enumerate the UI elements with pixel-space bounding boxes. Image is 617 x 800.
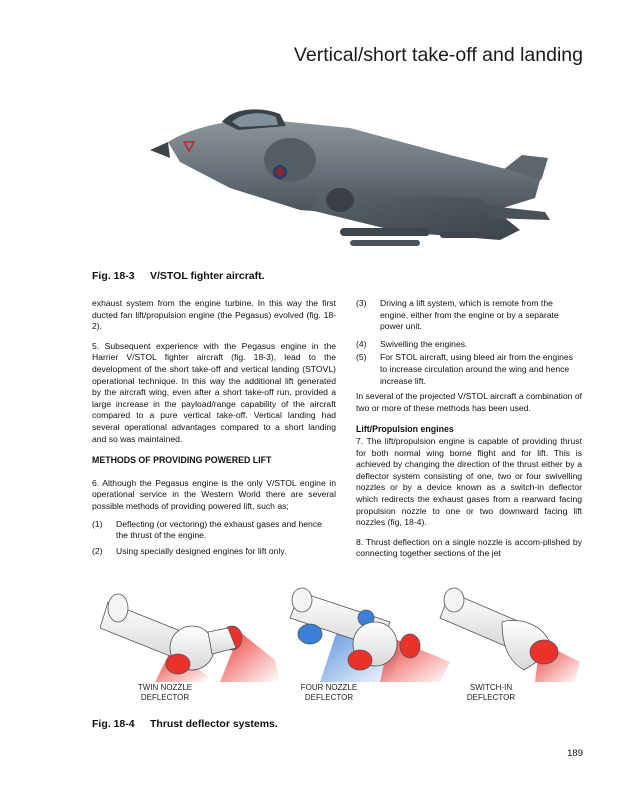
left-text-column (92, 298, 336, 558)
label-four-nozzle: FOUR NOZZLE DEFLECTOR (300, 683, 358, 702)
right-text-column (356, 298, 582, 568)
figure-number: Fig. 18-3 (92, 270, 135, 282)
section-heading: METHODS OF PROVIDING POWERED LIFT (92, 455, 272, 466)
harrier-aircraft-illustration (150, 100, 560, 260)
list-item: (3) Driving a lift system, which is remote from the engine, either from the engine or by a separate power unit. (356, 298, 559, 332)
paragraph-7: 7. The lift/propulsion engine is capable of providing thrust for both normal wing borne flight and for lift. This is achieved by changing the direction of the thrust either by a deflector system consisting of one, two or four swivelling nozzles or by a device known as a switch-in deflector which redirects the exhaust gases from a rearward facing propulsion nozzle to one or two downward facing lift nozzles (fig, 18-4). (356, 435, 582, 528)
list-item: (1) Deflecting (or vectoring) the exhaust gases and hence the thrust of the engine. (92, 518, 322, 541)
twin-nozzle-deflector-drawing (100, 594, 280, 682)
list-item: (4) Swivelling the engines. (356, 338, 468, 349)
label-switch-in: SWITCH-IN DEFLECTOR (466, 683, 516, 702)
paragraph-6: 6. Although the Pegasus engine is the only V/STOL engine in operational service in the Western World there are several possible methods of providing powered lift, such as; (92, 477, 336, 511)
paragraph-8: 8. Thrust deflection on a single nozzle is accom-plished by connecting together sections of the jet (356, 536, 582, 559)
figure-number: Fig. 18-4 (92, 718, 135, 730)
page-header-title: Vertical/short take-off and landing (293, 44, 583, 66)
four-nozzle-deflector-drawing (290, 588, 450, 682)
paragraph-continuation: exhaust system from the engine turbine. In this way the first ducted fan lift/propulsion engine (the Pegasus) evolved (fig. 18-2). (92, 298, 336, 332)
page-number: 189 (567, 748, 583, 759)
label-twin-nozzle: TWIN NOZZLE DEFLECTOR (137, 683, 193, 702)
paragraph-5: 5. Subsequent experience with the Pegasus engine in the Harrier V/STOL fighter aircraft (fig. 18-3), lead to the development of the short take-off and vertical landing (STOVL) operational technique. In this way the additional lift generated by the aircraft wing, even after a short take-off run, provided a large increase in the payload/range capability of the aircraft compared to a pure vertical take-off. Vertical landing had several operational advantages compared to a short landing and so was maintained. (92, 340, 336, 444)
list-item: (2) Using specially designed engines for lift only. (92, 545, 287, 556)
paragraph-combination: In several of the projected V/STOL aircraft a combination of two or more of these methods has been used. (356, 391, 582, 413)
subsection-heading: Lift/Propulsion engines (356, 424, 454, 435)
figure-title: Thrust deflector systems. (150, 718, 278, 730)
figure-caption-18-3 (92, 270, 265, 282)
figure-caption-18-4 (92, 718, 278, 730)
thrust-deflector-diagram (100, 582, 580, 682)
switch-in-deflector-drawing (440, 588, 580, 682)
figure-title: V/STOL fighter aircraft. (150, 270, 265, 282)
list-item: (5) For STOL aircraft, using bleed air from the engines to increase circulation around the wing and hence increase lift. (356, 352, 573, 386)
